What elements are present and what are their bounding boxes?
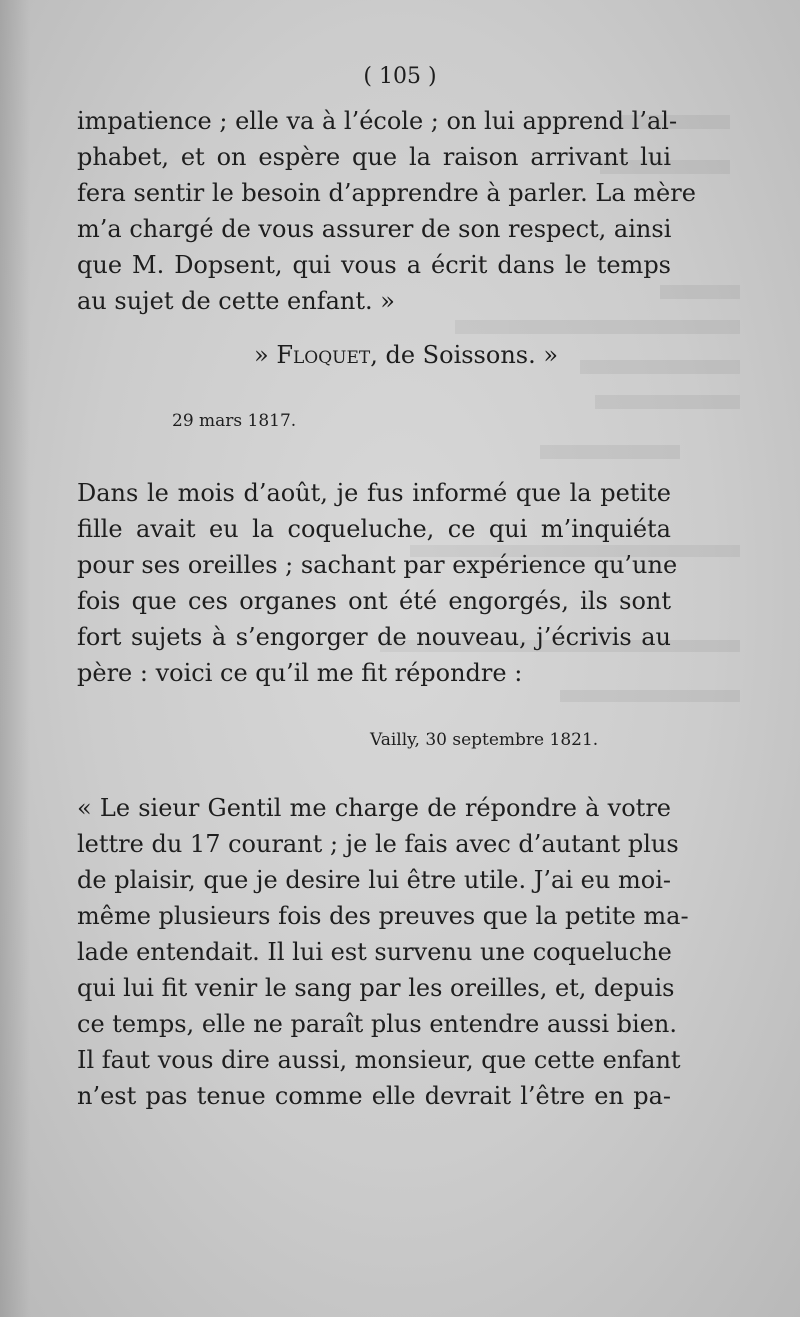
text-line: de plaisir, que je desire lui être utile. J’ai eu moi-: [77, 866, 671, 894]
signature-open-quote: »: [254, 341, 277, 369]
text-line: père : voici ce qu’il me fit répondre :: [77, 659, 523, 687]
letter-place-date: Vailly, 30 septembre 1821.: [370, 730, 599, 750]
text-line: fera sentir le besoin d’apprendre à parler. La mère: [77, 179, 696, 207]
text-line: qui lui fit venir le sang par les oreilles, et, depuis: [77, 974, 675, 1002]
text-line: ce temps, elle ne paraît plus entendre aussi bien.: [77, 1010, 677, 1038]
text-line: au sujet de cette enfant. »: [77, 287, 395, 315]
text-line: « Le sieur Gentil me charge de répondre à votre: [77, 794, 671, 822]
text-line: pour ses oreilles ; sachant par expérience qu’une: [77, 551, 678, 579]
page-edge-shadow: [0, 0, 30, 1317]
letter-signature: [254, 337, 558, 373]
text-line: que M. Dopsent, qui vous a écrit dans le temps: [77, 251, 671, 279]
text-line: phabet, et on espère que la raison arrivant lui: [77, 143, 671, 171]
text-line: m’a chargé de vous assurer de son respect, ainsi: [77, 215, 672, 243]
text-line: même plusieurs fois des preuves que la petite ma-: [77, 902, 689, 930]
signature-name: Floquet: [276, 341, 371, 369]
text-line: fort sujets à s’engorger de nouveau, j’écrivis au: [77, 623, 671, 651]
signature-place: , de Soissons. »: [370, 341, 559, 369]
text-line: Dans le mois d’août, je fus informé que la petite: [77, 479, 671, 507]
text-line: n’est pas tenue comme elle devrait l’être en pa-: [77, 1082, 671, 1110]
letter-date: 29 mars 1817.: [172, 411, 297, 431]
text-line: lade entendait. Il lui est survenu une coqueluche: [77, 938, 672, 966]
text-line: Il faut vous dire aussi, monsieur, que cette enfant: [77, 1046, 681, 1074]
text-line: fois que ces organes ont été engorgés, ils sont: [77, 587, 671, 615]
text-line: lettre du 17 courant ; je le fais avec d’autant plus: [77, 830, 679, 858]
page-number: ( 105 ): [363, 64, 437, 89]
text-line: impatience ; elle va à l’école ; on lui apprend l’al-: [77, 107, 678, 135]
text-line: fille avait eu la coqueluche, ce qui m’inquiéta: [77, 515, 671, 543]
